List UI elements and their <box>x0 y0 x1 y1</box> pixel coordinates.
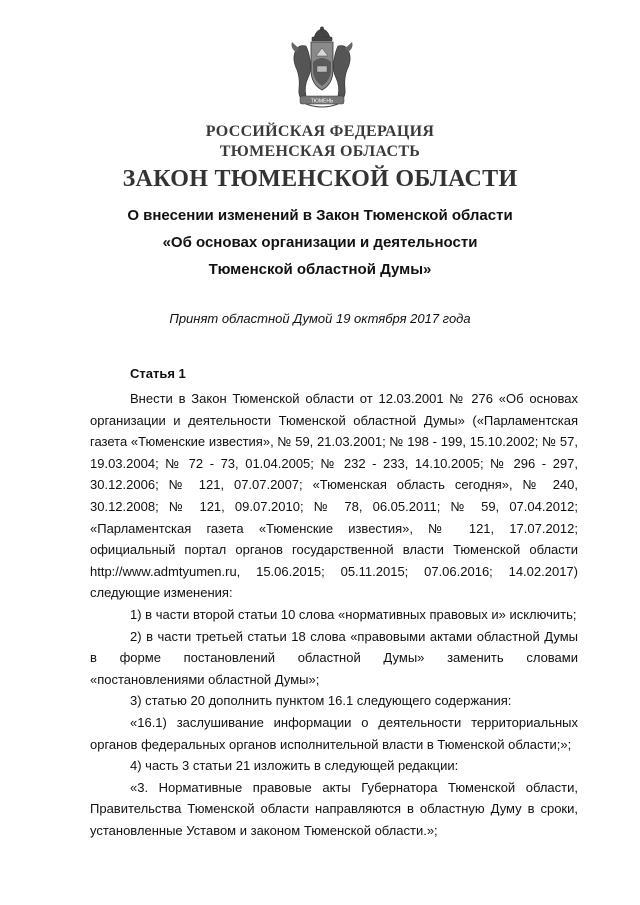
header-region: ТЮМЕНСКАЯ ОБЛАСТЬ <box>219 143 421 160</box>
article-paragraph: «16.1) заслушивание информации о деятельности территориальных органов федеральных органов исполнительной власти в Тюменской области;»; <box>90 714 578 752</box>
article-body <box>90 388 578 841</box>
law-title-line-1: О внесении изменений в Закон Тюменской области <box>127 207 513 224</box>
tyumen-coat-of-arms-icon <box>286 26 358 112</box>
law-title-line-3: Тюменской областной Думы» <box>208 261 432 278</box>
adoption-note: Принят областной Думой 19 октября 2017 года <box>169 311 471 326</box>
article-paragraph: 4) часть 3 статьи 21 изложить в следующей редакции: <box>130 758 459 774</box>
article-paragraph: 3) статью 20 дополнить пунктом 16.1 следующего содержания: <box>130 693 512 709</box>
article-paragraph: 1) в части второй статьи 10 слова «нормативных правовых и» исключить; <box>130 606 577 622</box>
emblem-ribbon-text: ТЮМЕНЬ <box>310 98 334 105</box>
header-country: РОССИЙСКАЯ ФЕДЕРАЦИЯ <box>205 123 435 140</box>
article-heading: Статья 1 <box>130 366 186 381</box>
article-paragraph: 2) в части третьей статьи 18 слова «правовыми актами областной Думы в форме постановлений областной Думы» заменить словами «постановлениями областной Думы»; <box>90 628 578 687</box>
law-title-line-2: «Об основах организации и деятельности <box>162 234 478 251</box>
header-doc-type: ЗАКОН ТЮМЕНСКОЙ ОБЛАСТИ <box>122 166 518 192</box>
article-paragraph: Внести в Закон Тюменской области от 12.03.2001 № 276 «Об основах организации и деятельности Тюменской областной Думы» («Парламентская газета «Тюменские известия», № 59, 21.03.2001; № 198 - 199, 15.10.2002; № 57, 19.03.2004; № 72 - 73, 01.04.2005; № 232 - 233, 14.10.2005; № 296 - 297, 30.12.2006; № 121, 07.07.2007; «Тюменская область сегодня», № 240, 30.12.2008; № 121, 09.07.2010; № 78, 06.05.2011; № 59, 07.04.2012; «Парламентская газета «Тюменские известия», № 121, 17.07.2012; официальный портал органов государственной власти Тюменской области http://www.admtyumen.ru, 15.06.2015; 05.11.2015; 07.06.2016; 14.02.2017) следующие изменения: <box>90 391 578 601</box>
article-paragraph: «3. Нормативные правовые акты Губернатора Тюменской области, Правительства Тюменской области направляются в областную Думу в сроки, установленные Уставом и законом Тюменской области.»; <box>90 779 578 838</box>
